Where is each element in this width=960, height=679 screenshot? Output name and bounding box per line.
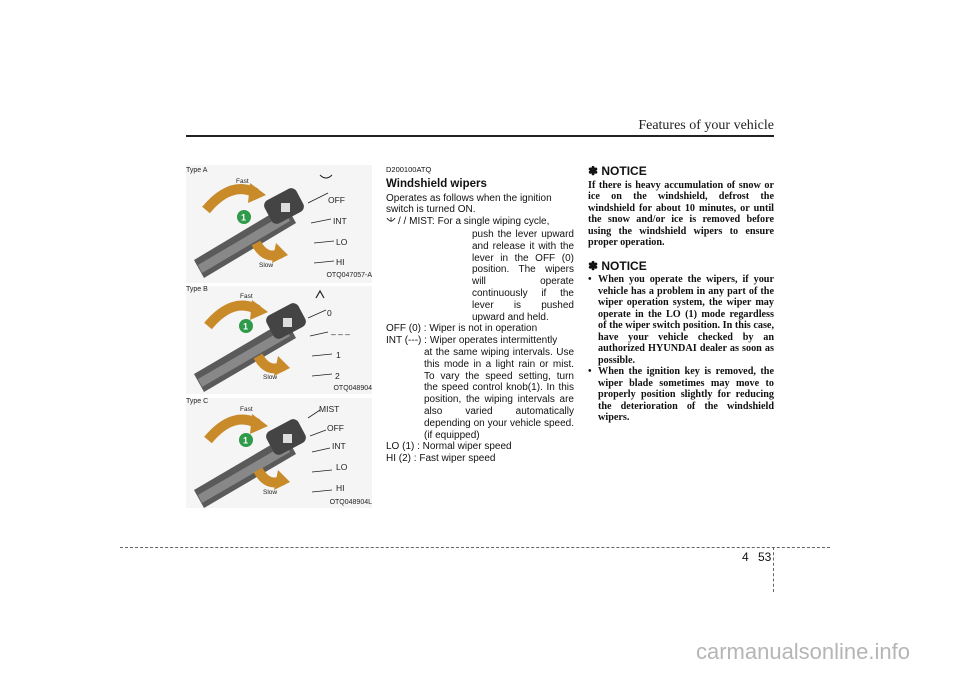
figure-type-b [186,286,372,394]
int-first-line: Wiper operates intermittently [429,335,558,347]
int-item [386,335,574,347]
notice-bullet: • When you operate the wipers, if your vehicle has a problem in any part of the wiper operation system, the wiper may operate in the LO (1) mode regardless of the wiper switch position. In this case, have your vehicle checked by an authorized HYUNDAI dealer as soon as possible. [588,274,774,366]
figure-type-label: Type C [186,398,209,405]
wiper-mist-icon [386,216,398,229]
int-label: INT (---) : [386,335,427,347]
position-label: INT [333,216,347,226]
page-header-title: Features of your vehicle [638,118,774,133]
footer-rule [120,547,830,548]
figure-type-c [186,398,372,508]
lo-item: LO (1) : Normal wiper speed [386,441,512,453]
position-label: OFF [327,423,344,433]
mist-description: push the lever upward and release it with the lever in the OFF (0) position. The wipers will operate continuously if the lever is pushed upward and held. [472,228,574,323]
section-number: 4 [742,550,749,564]
notice-bullet-text: When you operate the wipers, if your vehicle has a problem in any part of the wiper operation system, the wiper may operate in the LO (1) mode regardless of the wiper switch position. In this case, have your vehicle checked by an authorized HYUNDAI dealer as soon as possible. [598,274,774,366]
header-rule [186,135,774,137]
figure-code: OTQ048904L [329,499,372,506]
notice-bullet-text: When the ignition key is removed, the wiper blade sometimes may move to properly position slightly for reducing the deterioration of the windshield wipers. [598,366,774,423]
slow-label: Slow [259,262,274,269]
notice-body: If there is heavy accumulation of snow or ice on the windshield, defrost the windshield for about 10 minutes, or until the snow and/or ice is removed before using the windshield wipers to ensure proper operation. [588,179,774,248]
figure-code: OTQ047057-A [326,272,372,279]
hi-item: HI (2) : Fast wiper speed [386,453,496,465]
notice-heading: ✽ NOTICE [588,258,647,273]
knob-number-a: 1 [241,212,247,223]
fast-label: Fast [240,293,253,300]
windshield-wipers-section [386,164,574,465]
notice-heading: ✽ NOTICE [588,164,647,178]
position-label: HI [336,483,345,493]
figure-type-label: Type B [186,286,208,293]
section-title: Windshield wipers [386,177,487,190]
section-code: D200100ATQ [386,165,432,174]
mist-item [386,216,574,229]
position-label: – – – [331,329,350,339]
position-label: HI [336,257,345,267]
mist-label: / / MIST: [398,216,435,228]
notices-column [588,166,774,424]
page-number: 53 [758,550,772,564]
intro-text: Operates as follows when the ignition switch is turned ON. [386,192,552,216]
int-description: at the same wiping intervals. Use this mode in a light rain or mist. To vary the speed setting, turn the speed control knob(1). In this position, the wiping intervals are also varied automatically depending on your vehicle speed. (if equipped) [424,346,574,441]
fast-label: Fast [236,178,249,185]
footer-divider [773,547,774,592]
position-label: 2 [335,371,340,381]
notice-bullet: • When the ignition key is removed, the wiper blade sometimes may move to properly position slightly for reducing the deterioration of the windshield wipers. [588,366,774,423]
position-label: LO [336,462,348,472]
mist-first-line: For a single wiping cycle, [437,216,550,228]
knob-number-b: 1 [243,321,249,332]
position-label: 1 [336,350,341,360]
mist-label: MIST [319,404,340,414]
figure-type-a [186,165,372,283]
position-label: LO [336,237,348,247]
figure-code: OTQ048904 [333,385,372,392]
figure-type-label: Type A [186,167,208,174]
knob-number-c: 1 [243,435,249,446]
position-label: OFF [328,195,345,205]
position-label: INT [332,441,346,451]
position-label: 0 [327,308,332,318]
slow-label: Slow [263,489,278,496]
wiper-lever-diagram-b [186,286,372,394]
watermark: carmanualsonline.info [695,639,910,664]
fast-label: Fast [240,406,253,413]
off-item: OFF (0) : Wiper is not in operation [386,323,538,335]
slow-label: Slow [263,374,278,381]
